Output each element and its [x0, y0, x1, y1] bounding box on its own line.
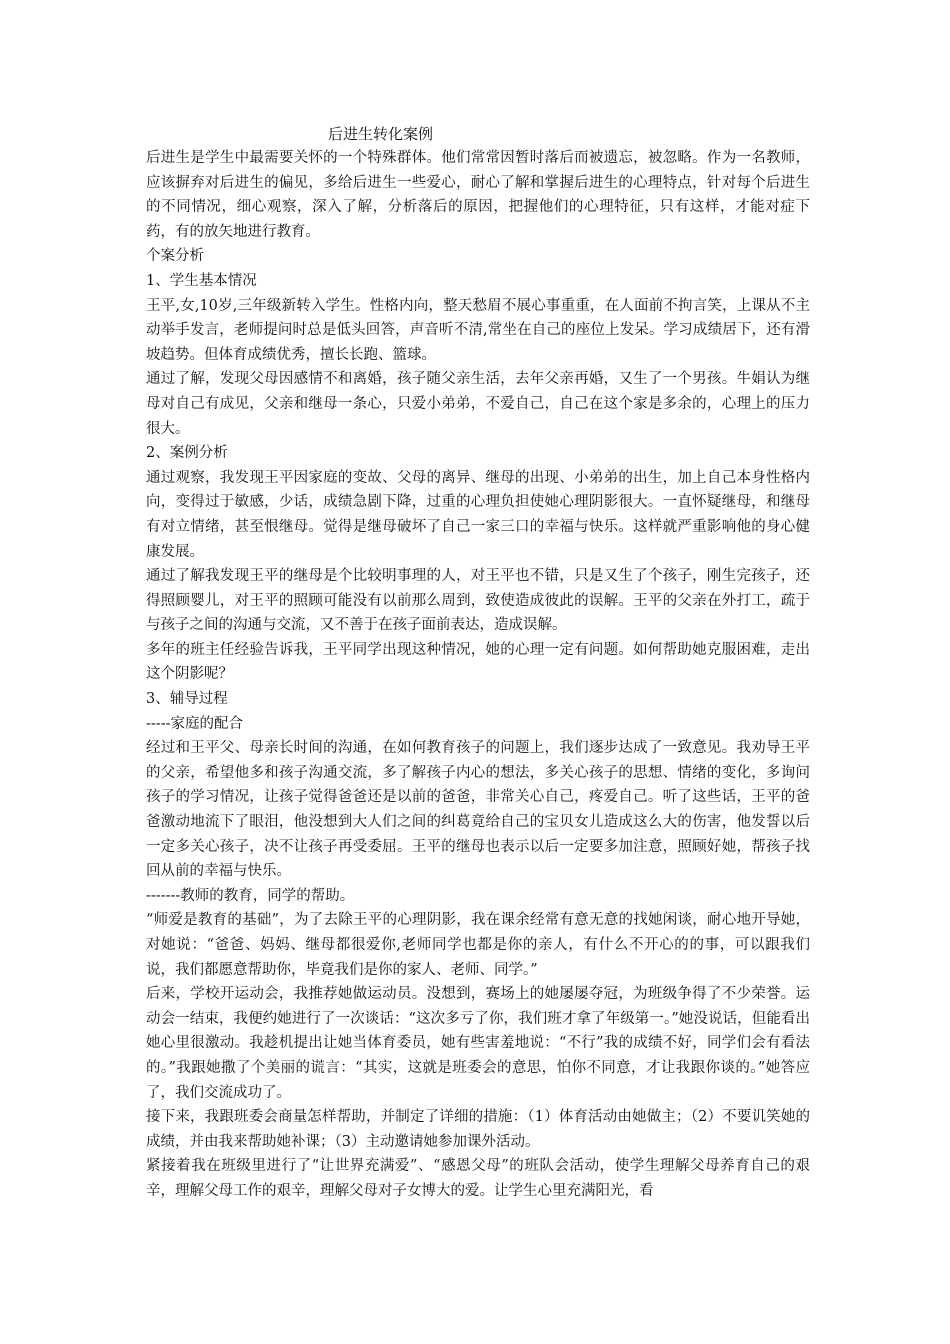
paragraph-teacher-love: “师爱是教育的基础”，为了去除王平的心理阴影，我在课余经常有意无意的找她闲谈，耐心地开导她，对她说：“爸爸、妈妈、继母都很爱你,老师同学也都是你的亲人，有什么不开心的的事，可以跟我们说，我们都愿意帮助你，毕竟我们是你的家人、老师、同学。”	[146, 912, 810, 978]
section-heading-case-analysis: 个案分析	[146, 248, 204, 265]
paragraph-family-background: 通过了解，发现父母因感情不和离婚，孩子随父亲生活，去年父亲再婚，又生了一个男孩。牛娟认为继母对自己有成见，父亲和继母一条心，只爱小弟弟，不爱自己，自己在这个家是多余的，心理上的压力很大。	[146, 371, 810, 437]
paragraph-sports-meet: 后来，学校开运动会，我推荐她做运动员。没想到，赛场上的她屡屡夺冠，为班级争得了不少荣誉。运动会一结束，我便约她进行了一次谈话：“这次多亏了你，我们班才拿了年级第一。”她没说话，但能看出她心里很激动。我趁机提出让她当体育委员，她有些害羞地说：“不行”我的成绩不好，同学们会有看法的。”我跟她撒了个美丽的谎言：“其实，这就是班委会的意思，怕你不同意，才让我跟你谈的。”她答应了，我们交流成功了。	[146, 986, 810, 1101]
subheading-case-analysis: 2、案例分析	[146, 445, 228, 462]
paragraph-parent-communication: 经过和王平父、母亲长时间的沟通，在如何教育孩子的问题上，我们逐步达成了一致意见。我劝导王平的父亲，希望他多和孩子沟通交流，多了解孩子内心的想法，多关心孩子的思想、情绪的变化，多询问孩子的学习情况，让孩子觉得爸爸还是以前的爸爸，非常关心自己，疼爱自己。听了这些话，王平的爸爸激动地流下了眼泪，他没想到大人们之间的纠葛竟给自己的宝贝女儿造成这么大的伤害，他发誓以后一定多关心孩子，决不让孩子再受委屈。王平的继母也表示以后一定要多加注意，照顾好她，帮孩子找回从前的幸福与快乐。	[146, 740, 810, 880]
subheading-student-info: 1、学生基本情况	[146, 272, 257, 289]
subheading-family-cooperation: -----家庭的配合	[146, 715, 243, 732]
paragraph-student-info: 王平,女,10岁,三年级新转入学生。性格内向，整天愁眉不展心事重重，在人面前不拘言笑，上课从不主动举手发言，老师提问时总是低头回答，声音听不清,常坐在自己的座位上发呆。学习成绩居下，还有滑坡趋势。但体育成绩优秀，擅长长跑、篮球。	[146, 297, 810, 363]
paragraph-stepmother: 通过了解我发现王平的继母是个比较明事理的人，对王平也不错，只是又生了个孩子，刚生完孩子，还得照顾婴儿，对王平的照顾可能没有以前那么周到，致使造成彼此的误解。王平的父亲在外打工，疏于与孩子之间的沟通与交流，又不善于在孩子面前表达，造成误解。	[146, 568, 810, 634]
paragraph-measures: 接下来，我跟班委会商量怎样帮助，并制定了详细的措施：（1）体育活动由她做主；（2）不要讥笑她的成绩，并由我来帮助她补课；（3）主动邀请她参加课外活动。	[146, 1109, 810, 1150]
document-page	[146, 122, 810, 1204]
intro-paragraph: 后进生是学生中最需要关怀的一个特殊群体。他们常常因暂时落后而被遗忘，被忽略。作为一名教师，应该摒弃对后进生的偏见，多给后进生一些爱心，耐心了解和掌握后进生的心理特点，针对每个后进生的不同情况，细心观察，深入了解，分析落后的原因，把握他们的心理特征，只有这样，才能对症下药，有的放矢地进行教育。	[146, 150, 810, 240]
paragraph-class-activities: 紧接着我在班级里进行了“让世界充满爱”、“感恩父母”的班队会活动，使学生理解父母养育自己的艰辛，理解父母工作的艰辛，理解父母对子女博大的爱。让学生心里充满阳光，看	[146, 1158, 810, 1199]
document-title: 后进生转化案例	[328, 125, 434, 143]
paragraph-experience: 多年的班主任经验告诉我，王平同学出现这种情况，她的心理一定有问题。如何帮助她克服困难，走出这个阴影呢？	[146, 641, 810, 683]
subheading-teacher-education: -------教师的教育，同学的帮助。	[146, 887, 355, 904]
paragraph-observation: 通过观察，我发现王平因家庭的变故、父母的离异、继母的出现、小弟弟的出生，加上自己本身性格内向，变得过于敏感，少话，成绩急剧下降，过重的心理负担使她心理阴影很大。一直怀疑继母，和继母有对立情绪，甚至恨继母。觉得是继母破坏了自己一家三口的幸福与快乐。这样就严重影响他的身心健康发展。	[146, 469, 810, 560]
subheading-counseling-process: 3、辅导过程	[146, 691, 228, 708]
